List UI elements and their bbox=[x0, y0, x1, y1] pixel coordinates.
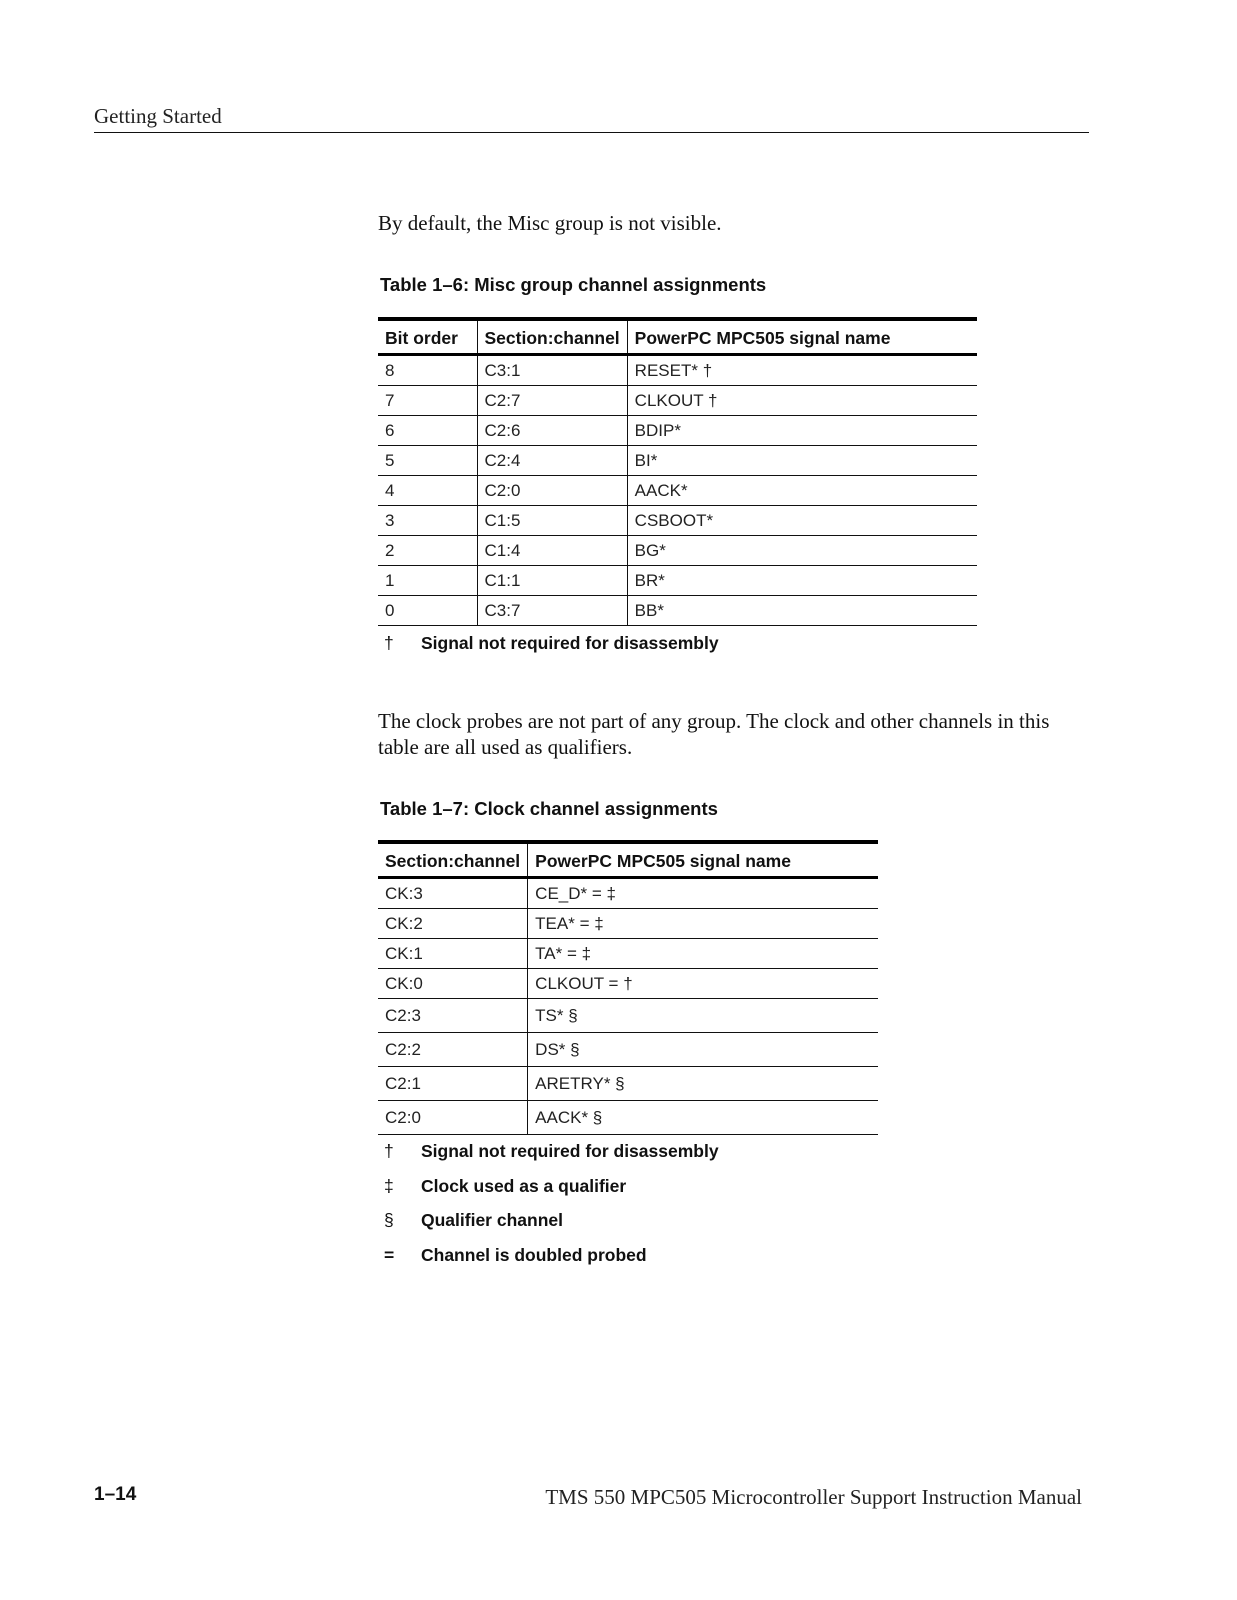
column-header-signal-name: PowerPC MPC505 signal name bbox=[528, 842, 878, 878]
section-channel-cell: C2:0 bbox=[378, 1101, 528, 1135]
table-row bbox=[378, 909, 878, 939]
section-channel-cell: C2:4 bbox=[477, 446, 627, 476]
table-row bbox=[378, 566, 977, 596]
running-header bbox=[94, 104, 1089, 133]
table-row bbox=[378, 969, 878, 999]
section-channel-cell: C1:4 bbox=[477, 536, 627, 566]
bit-order-cell: 0 bbox=[378, 596, 477, 626]
bit-order-cell: 7 bbox=[378, 386, 477, 416]
section-channel-cell: C2:0 bbox=[477, 476, 627, 506]
signal-name-cell: BR* bbox=[627, 566, 977, 596]
section-channel-cell: CK:1 bbox=[378, 939, 528, 969]
bit-order-cell: 4 bbox=[378, 476, 477, 506]
signal-name-cell: DS* § bbox=[528, 1033, 878, 1067]
table-row bbox=[378, 1067, 878, 1101]
table-row bbox=[378, 536, 977, 566]
section-channel-cell: C1:5 bbox=[477, 506, 627, 536]
table-row bbox=[378, 355, 977, 386]
bit-order-cell: 1 bbox=[378, 566, 477, 596]
table-row bbox=[378, 386, 977, 416]
clock-paragraph: The clock probes are not part of any group. The clock and other channels in this table are all used as qualifiers. bbox=[378, 709, 1050, 759]
manual-title: TMS 550 MPC505 Microcontroller Support Instruction Manual bbox=[545, 1485, 1082, 1509]
column-header-signal-name: PowerPC MPC505 signal name bbox=[627, 319, 977, 355]
bit-order-cell: 8 bbox=[378, 355, 477, 386]
footnote-symbol: = bbox=[384, 1244, 395, 1265]
section-channel-cell: C2:6 bbox=[477, 416, 627, 446]
bit-order-cell: 3 bbox=[378, 506, 477, 536]
section-channel-cell: C1:1 bbox=[477, 566, 627, 596]
table-row bbox=[378, 939, 878, 969]
signal-name-cell: CLKOUT † bbox=[627, 386, 977, 416]
table-row bbox=[378, 476, 977, 506]
signal-name-cell: BDIP* bbox=[627, 416, 977, 446]
page-number: 1–14 bbox=[94, 1484, 137, 1505]
footnote-text: Qualifier channel bbox=[421, 1210, 563, 1230]
clock-table-caption: Table 1–7: Clock channel assignments bbox=[380, 798, 718, 819]
section-channel-cell: CK:3 bbox=[378, 878, 528, 909]
footnote-text: Clock used as a qualifier bbox=[421, 1175, 627, 1196]
signal-name-cell: ARETRY* § bbox=[528, 1067, 878, 1101]
table-row bbox=[378, 416, 977, 446]
section-channel-cell: C2:3 bbox=[378, 999, 528, 1033]
footnote bbox=[384, 1141, 719, 1176]
table-row bbox=[378, 1101, 878, 1135]
section-channel-cell: C3:1 bbox=[477, 355, 627, 386]
footnote-text: Signal not required for disassembly bbox=[421, 1141, 719, 1161]
signal-name-cell: CE_D* = ‡ bbox=[528, 878, 878, 909]
signal-name-cell: CSBOOT* bbox=[627, 506, 977, 536]
table-row bbox=[378, 446, 977, 476]
intro-paragraph: By default, the Misc group is not visible. bbox=[378, 211, 722, 235]
table-header-row bbox=[378, 319, 977, 355]
table-row bbox=[378, 596, 977, 626]
misc-channel-table bbox=[378, 317, 977, 626]
footnote bbox=[384, 1245, 719, 1280]
footnote-symbol: † bbox=[384, 633, 394, 653]
signal-name-cell: BI* bbox=[627, 446, 977, 476]
footnote-text: Signal not required for disassembly bbox=[421, 633, 719, 653]
signal-name-cell: CLKOUT = † bbox=[528, 969, 878, 999]
footnote-symbol: § bbox=[384, 1210, 394, 1230]
misc-table-caption: Table 1–6: Misc group channel assignments bbox=[380, 274, 767, 295]
table-row bbox=[378, 1033, 878, 1067]
section-channel-cell: C3:7 bbox=[477, 596, 627, 626]
footnote-text: Channel is doubled probed bbox=[421, 1244, 647, 1265]
table-header-row bbox=[378, 842, 878, 878]
footnote bbox=[384, 633, 719, 668]
table-row bbox=[378, 999, 878, 1033]
signal-name-cell: BG* bbox=[627, 536, 977, 566]
section-channel-cell: CK:0 bbox=[378, 969, 528, 999]
running-header-title: Getting Started bbox=[94, 104, 222, 128]
bit-order-cell: 2 bbox=[378, 536, 477, 566]
signal-name-cell: TS* § bbox=[528, 999, 878, 1033]
clock-table-footnotes bbox=[384, 1141, 719, 1279]
signal-name-cell: AACK* § bbox=[528, 1101, 878, 1135]
column-header-section-channel: Section:channel bbox=[477, 319, 627, 355]
signal-name-cell: TEA* = ‡ bbox=[528, 909, 878, 939]
signal-name-cell: TA* = ‡ bbox=[528, 939, 878, 969]
signal-name-cell: RESET* † bbox=[627, 355, 977, 386]
footnote-symbol: ‡ bbox=[384, 1175, 394, 1196]
section-channel-cell: CK:2 bbox=[378, 909, 528, 939]
clock-channel-table bbox=[378, 840, 878, 1135]
signal-name-cell: AACK* bbox=[627, 476, 977, 506]
table-row bbox=[378, 878, 878, 909]
signal-name-cell: BB* bbox=[627, 596, 977, 626]
footnote bbox=[384, 1176, 719, 1211]
section-channel-cell: C2:1 bbox=[378, 1067, 528, 1101]
footnote-symbol: † bbox=[384, 1141, 394, 1161]
column-header-bit-order: Bit order bbox=[378, 319, 477, 355]
misc-table-footnotes bbox=[384, 633, 719, 668]
bit-order-cell: 6 bbox=[378, 416, 477, 446]
section-channel-cell: C2:7 bbox=[477, 386, 627, 416]
section-channel-cell: C2:2 bbox=[378, 1033, 528, 1067]
table-row bbox=[378, 506, 977, 536]
footnote bbox=[384, 1210, 719, 1245]
column-header-section-channel: Section:channel bbox=[378, 842, 528, 878]
bit-order-cell: 5 bbox=[378, 446, 477, 476]
